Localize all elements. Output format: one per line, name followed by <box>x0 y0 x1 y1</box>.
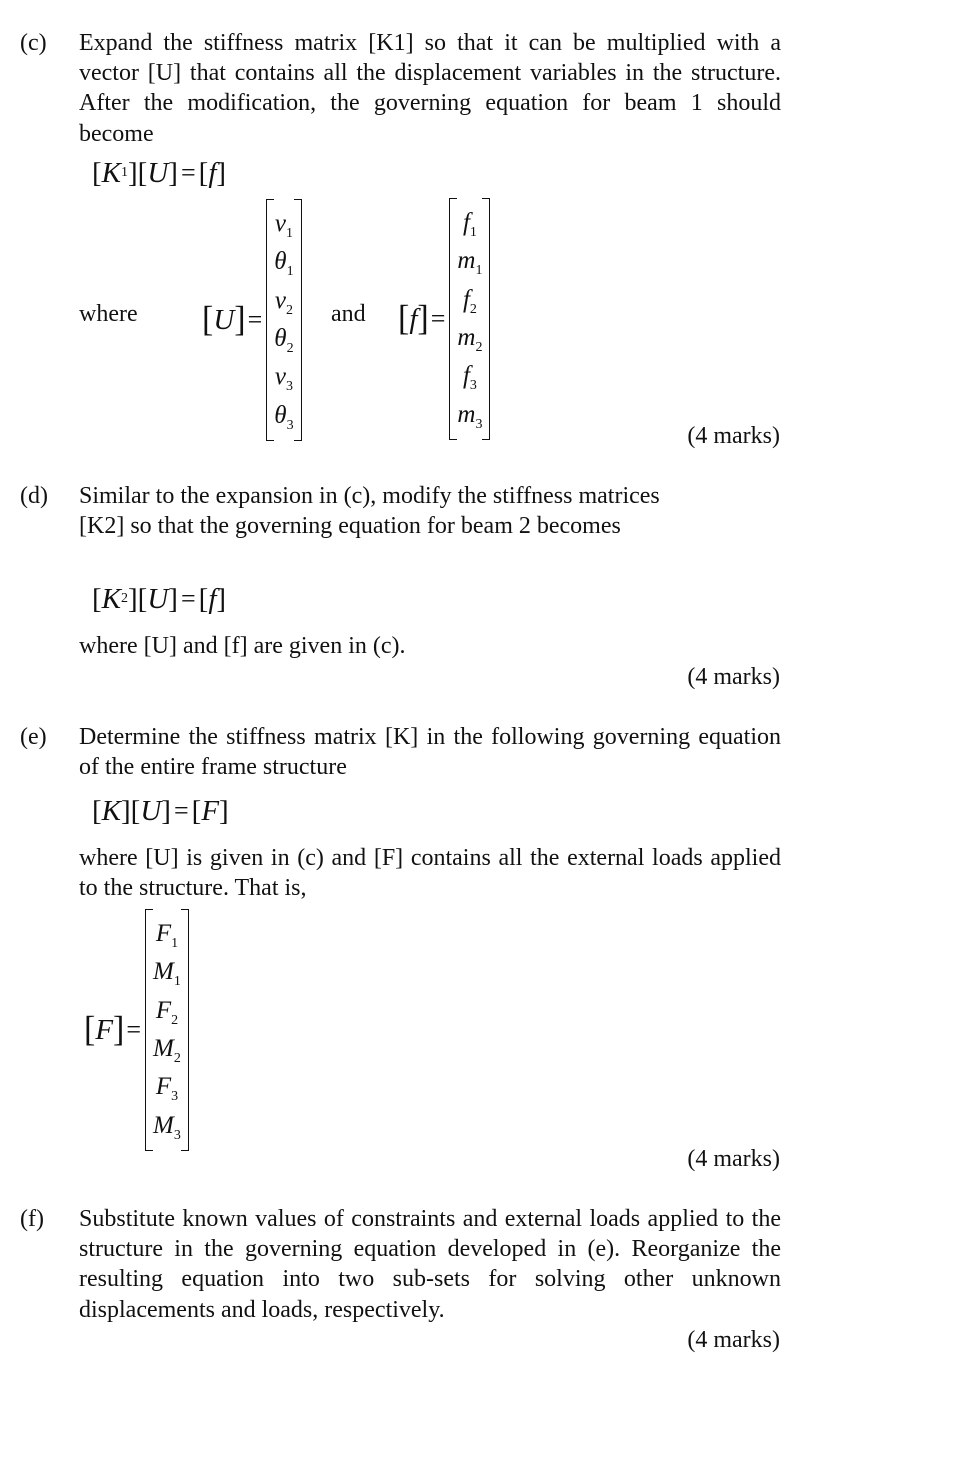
force-entry: $m_2$ <box>457 324 483 355</box>
external-load-vector: [ F ] = $F_1$ $M_1$ $F_2$ $M_2$ $F_3$ $M_3$ <box>84 917 189 1143</box>
load-entry: $F_3$ <box>155 1073 179 1105</box>
displacement-entry: $\theta_1$ <box>274 248 294 280</box>
load-entry: $M_3$ <box>153 1111 181 1143</box>
marks-f: (4 marks) <box>687 1327 780 1353</box>
displacement-entry: $v_1$ <box>274 209 293 241</box>
force-entry: $f_3$ <box>462 362 477 394</box>
question-text: Expand the stiffness matrix [K1] so that it can be multiplied with a vector [U] that contains all the displacement variables in the structure. After the modification, the governing equation for beam 1 should become <box>79 30 781 147</box>
marks-d: (4 marks) <box>687 664 780 690</box>
part-label: (f) <box>20 1206 44 1232</box>
force-entry: $f_2$ <box>462 285 477 317</box>
load-entry: $F_1$ <box>155 919 179 951</box>
displacement-entry: $\theta_2$ <box>274 325 294 356</box>
load-entry: $M_1$ <box>153 958 181 990</box>
displacement-vector-entries <box>266 199 301 441</box>
displacement-entry: $v_2$ <box>274 286 293 318</box>
question-text: Determine the stiffness matrix [K] in the following governing equation of the entire frame structure <box>79 724 781 781</box>
load-entry: $F_2$ <box>155 996 179 1028</box>
where-text-e: where [U] is given in (c) and [F] contains all the external loads applied to the structure. That is, <box>79 845 781 902</box>
displacement-entry: $v_3$ <box>274 363 293 395</box>
and-label: and <box>331 301 366 327</box>
question-text: Substitute known values of constraints and external loads applied to the structure in the governing equation developed in (e). Reorganize the resulting equation into two sub-sets for solving other unknown displacements and loads, respectively. <box>79 1206 781 1323</box>
force-entry: $m_3$ <box>457 400 483 432</box>
external-load-vector-entries <box>145 909 189 1151</box>
force-vector-entries <box>449 198 490 440</box>
force-entry: $f_1$ <box>462 208 477 240</box>
force-vector: [ f ] = $f_1$ $m_1$ $f_2$ $m_2$ $f_3$ $m_3$ <box>398 203 490 435</box>
governing-equation-beam-1: [ K 1 ][ U ] = [ f ] <box>92 157 227 189</box>
part-label: (d) <box>20 483 48 509</box>
marks-e: (4 marks) <box>687 1146 780 1172</box>
part-label: (e) <box>20 724 47 750</box>
force-entry: $m_1$ <box>457 247 483 279</box>
global-governing-equation: [ K ][ U ] = [ F ] <box>92 795 229 827</box>
where-text-d: where [U] and [f] are given in (c). <box>79 633 406 659</box>
displacement-entry: $\theta_3$ <box>274 401 294 433</box>
displacement-vector: [ U ] = $v_1$ $\theta_1$ $v_2$ $\theta_2$ $v_3$ $\theta_3$ <box>202 206 302 434</box>
governing-equation-beam-2: [ K 2 ][ U ] = [ f ] <box>92 583 227 615</box>
question-text: Similar to the expansion in (c), modify the stiffness matrices [K2] so that the governing equation for beam 2 becomes <box>79 483 660 540</box>
where-label: where <box>79 301 138 327</box>
load-entry: $M_2$ <box>153 1035 181 1066</box>
marks-c: (4 marks) <box>687 423 780 449</box>
part-label: (c) <box>20 30 47 56</box>
